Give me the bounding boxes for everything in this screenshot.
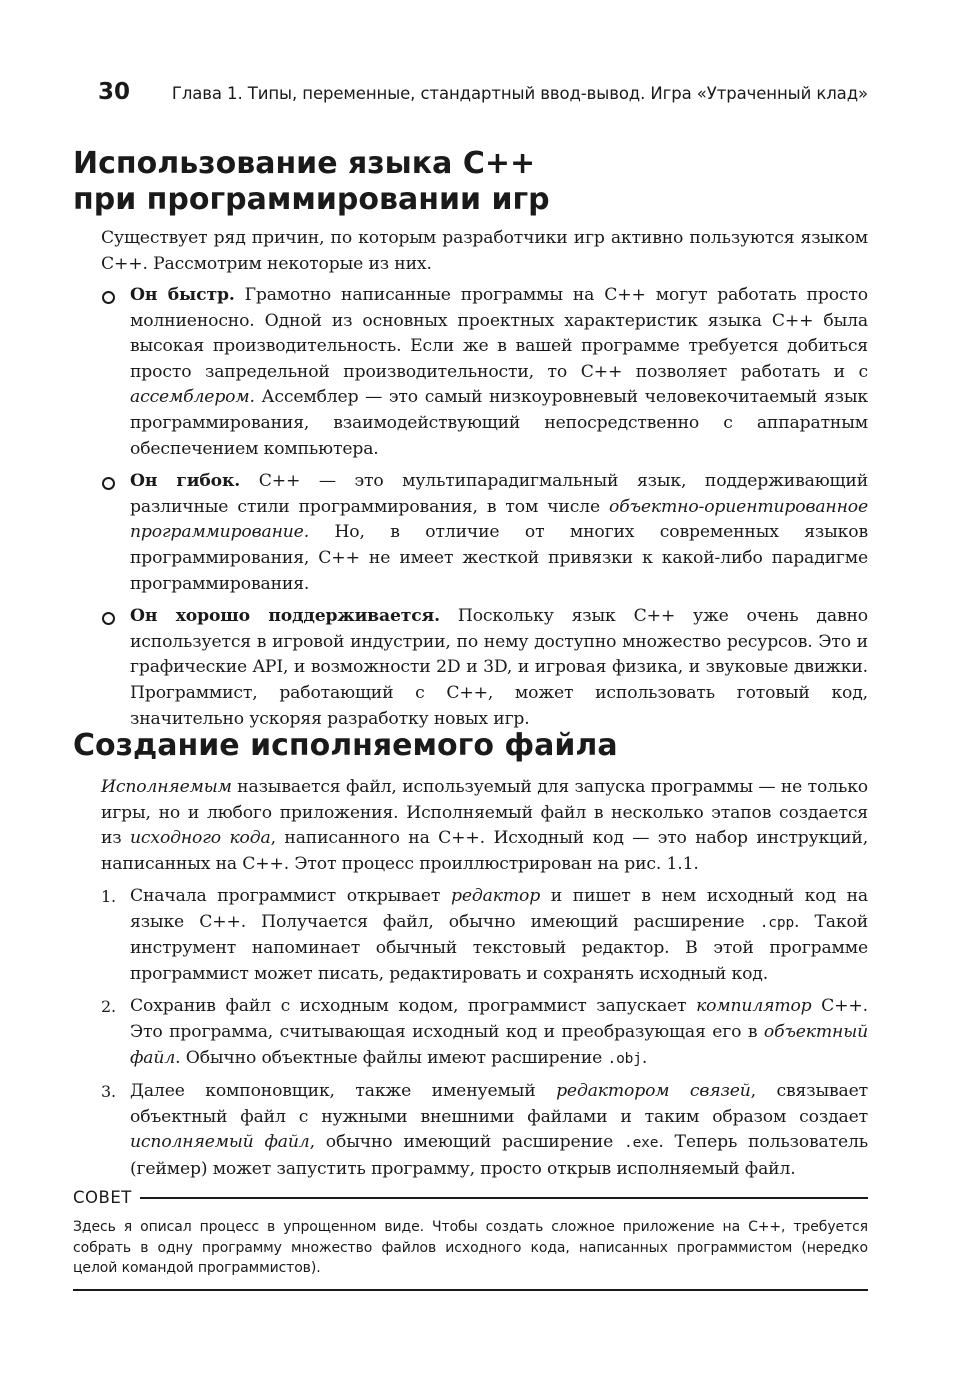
section2-intro (101, 775, 868, 877)
item-emphasis: объектно-ориентированное программирование. (130, 496, 868, 543)
section-title-executable: Создание исполняемого файла (73, 728, 618, 763)
intro-emphasis: Исполняемым (101, 777, 232, 797)
tip-text: Здесь я описал процесс в упрощенном виде. Чтобы создать сложное приложение на C++, требуется собрать в одну программу множество файлов исходного кода, написанных программистом (нередко целой командой программистов). (73, 1217, 868, 1291)
item-text: Но, в отличие от многих современных языков программирования, C++ не имеет жесткой привязки к какой-либо парадигме программирования. (130, 522, 868, 594)
step-text: . (641, 1047, 648, 1068)
step-text: Сначала программист открывает (130, 886, 452, 906)
step-emphasis: объектный файл (130, 1021, 868, 1068)
page-header (98, 79, 868, 105)
item-lead: Он хорошо поддерживается. (130, 606, 440, 627)
step-text: Сохранив файл с исходным кодом, программист запускает (130, 996, 697, 1017)
list-item (101, 469, 868, 597)
step-emphasis: исполняемый файл (130, 1132, 310, 1153)
tip-header (73, 1188, 868, 1207)
list-item (101, 1079, 868, 1182)
step-text: C++. Это программа, считывающая исходный код и преобразующая его в (130, 996, 868, 1042)
page-number: 30 (98, 79, 131, 105)
tip-label: СОВЕТ (73, 1188, 132, 1207)
section-title-cpp-games (73, 146, 550, 218)
item-text: C++ — это мультипарадигмальный язык, поддерживающий различные стили программирования, в том числе (130, 471, 868, 517)
file-extension: .exe (623, 1135, 659, 1152)
section-title-line: Использование языка C++ (73, 146, 536, 181)
list-item (101, 604, 868, 732)
steps-list (101, 884, 868, 1190)
intro-text: , написанного на C++. Исходный код — это набор инструкций, написанных на C++. Этот процесс проиллюстрирован на рис. 1.1. (101, 828, 869, 874)
circle-bullet-icon (102, 291, 115, 304)
step-emphasis: редактором связей (556, 1081, 751, 1102)
step-text: , обычно имеющий расширение (309, 1132, 624, 1153)
step-emphasis: редактор (451, 886, 541, 906)
item-text: Ассемблер — это самый низкоуровневый человекочитаемый язык программирования, взаимодействующий непосредственно с аппаратным обеспечением компьютера. (130, 387, 868, 459)
item-lead: Он гибок. (130, 471, 241, 492)
circle-bullet-icon (102, 477, 115, 490)
item-text: Грамотно написанные программы на C++ могут работать просто молниеносно. Одной из основных проектных характеристик языка C++ была высокая производительность. Если же в вашей программе требуется добиться просто запредельной производительности, то C++ позволяет работать и с (130, 285, 868, 382)
file-extension: .obj (607, 1050, 642, 1067)
tip-rule (140, 1197, 868, 1199)
step-text: и пишет в нем исходный код на языке C++. Получается файл, обычно имеющий расширение (130, 886, 868, 932)
item-emphasis: ассемблером. (130, 387, 255, 408)
section-title-line: при программировании игр (73, 182, 550, 217)
step-text: Далее компоновщик, также именуемый (130, 1081, 557, 1102)
tip-box (73, 1188, 868, 1291)
intro-emphasis: исходного кода (130, 828, 271, 849)
circle-bullet-icon (102, 612, 115, 625)
item-text: Поскольку язык C++ уже очень давно используется в игровой индустрии, по нему доступно множество ресурсов. Это и графические API, и возможности 2D и 3D, и игровая физика, и звуковые движки. Программист, работающий с C++, может использовать готовый код, значительно ускоряя разработку новых игр. (130, 606, 868, 729)
step-number: 2. (101, 997, 116, 1017)
intro-text: называется файл, используемый для запуска программы — не только игры, но и любого приложения. Исполняемый файл в несколько этапов создается из (101, 777, 868, 849)
step-text: . Обычно объектные файлы имеют расширение (175, 1047, 608, 1068)
step-emphasis: компилятор (696, 996, 812, 1017)
list-item (101, 283, 868, 462)
step-number: 3. (101, 1082, 116, 1102)
item-lead: Он быстр. (130, 285, 235, 305)
step-text: . Такой инструмент напоминает обычный текстовый редактор. В этой программе программист может писать, редактировать и сохранять исходный код. (130, 911, 868, 984)
list-item (101, 994, 868, 1072)
running-title: Глава 1. Типы, переменные, стандартный ввод-вывод. Игра «Утраченный клад» (171, 84, 868, 103)
list-item (101, 884, 868, 987)
section1-intro: Существует ряд причин, по которым разработчики игр активно пользуются языком C++. Рассмотрим некоторые из них. (101, 228, 868, 274)
step-text: . Теперь пользователь (геймер) может запустить программу, просто открыв исполняемый файл. (130, 1132, 869, 1179)
step-text: , связывает объектный файл с нужными внешними файлами и таким образом создает (130, 1081, 868, 1127)
reasons-list (101, 283, 868, 739)
step-number: 1. (101, 887, 116, 906)
file-extension: .cpp (759, 914, 795, 931)
